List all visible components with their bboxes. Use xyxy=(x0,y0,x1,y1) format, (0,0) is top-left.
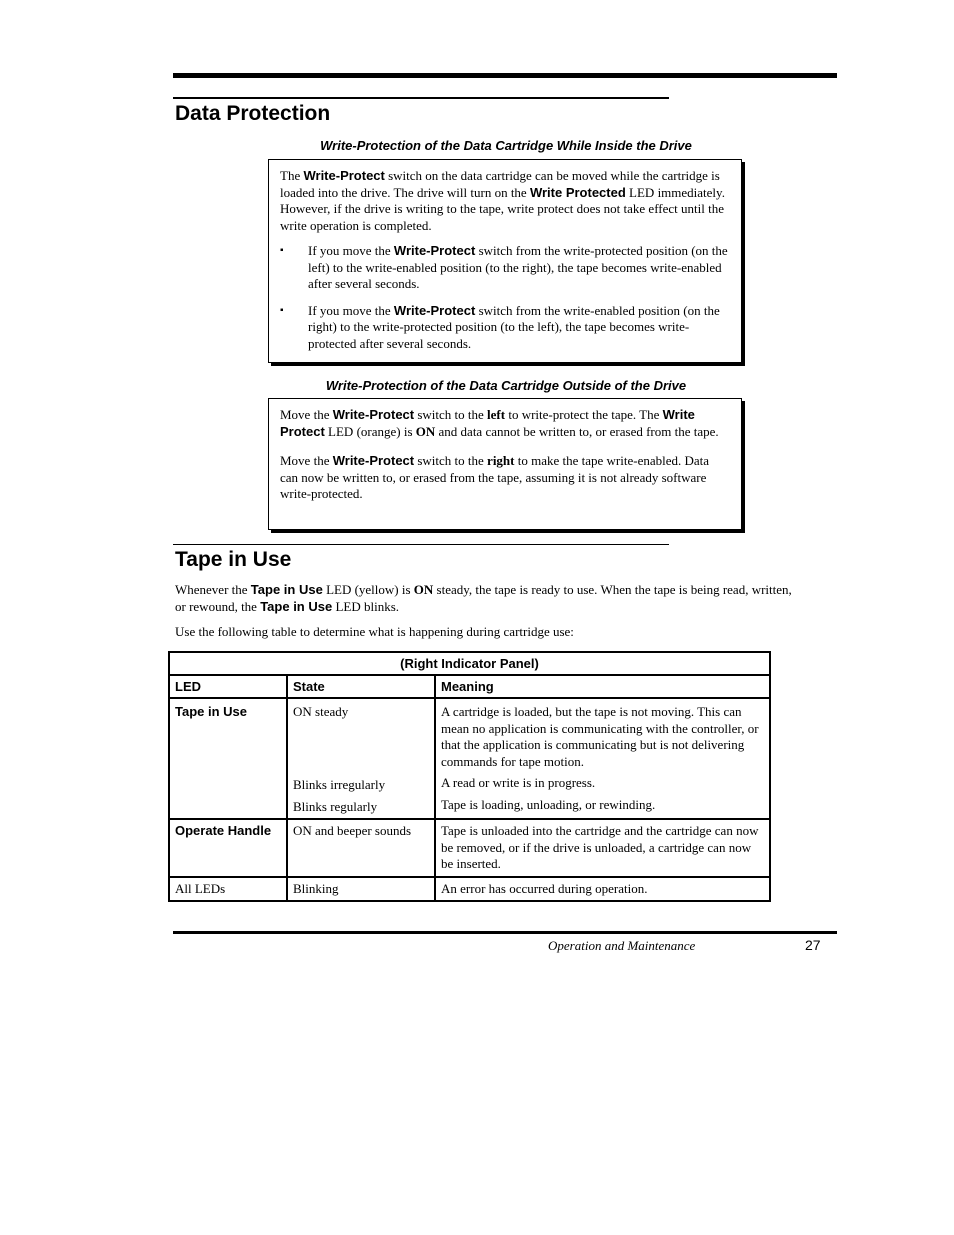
led-cell: All LEDs xyxy=(169,877,287,902)
table-row xyxy=(169,698,770,819)
subheading-outside-drive: Write-Protection of the Data Cartridge Outside of the Drive xyxy=(325,378,687,393)
meaning-cell: An error has occurred during operation. xyxy=(435,877,770,902)
table-row xyxy=(169,819,770,877)
section-rule xyxy=(173,97,669,99)
section-title-data-protection: Data Protection xyxy=(175,102,331,125)
bullet-icon: ▪ xyxy=(280,304,284,316)
meaning-cell: A cartridge is loaded, but the tape is not moving. This can mean no application is communicating with the controller, or that the application is communicating but is not delivering commands for tape motion. A read or write is in progress. Tape is loading, unloading, or rewinding. xyxy=(435,698,770,819)
footer-title: Operation and Maintenance xyxy=(548,938,696,953)
state-cell: Blinking xyxy=(287,877,435,902)
info-box-inside-drive xyxy=(268,159,742,363)
table-caption: (Right Indicator Panel) xyxy=(169,652,770,675)
state-cell: ON steady Blinks irregularly Blinks regularly xyxy=(287,698,435,819)
table-row xyxy=(169,877,770,902)
subheading-inside-drive: Write-Protection of the Data Cartridge While Inside the Drive xyxy=(320,138,692,153)
meaning-cell: Tape is unloaded into the cartridge and the cartridge can now be removed, or if the drive is unloaded, a cartridge can now be inserted. xyxy=(435,819,770,877)
section-title-tape-in-use: Tape in Use xyxy=(175,548,292,571)
column-header-led: LED xyxy=(169,675,287,698)
info-box-outside-drive xyxy=(268,398,742,530)
list-item: ▪ If you move the Write-Protect switch from the write-enabled position (on the right) to the write-protected position (to the left), the tape becomes write-protected after several seconds. xyxy=(280,302,720,351)
table-intro-paragraph: Use the following table to determine what is happening during cartridge use: xyxy=(175,624,574,639)
state-cell: ON and beeper sounds xyxy=(287,819,435,877)
page-number: 27 xyxy=(805,937,821,953)
led-status-table xyxy=(168,651,771,902)
column-header-state: State xyxy=(287,675,435,698)
box2-paragraph-right: Move the Write-Protect switch to the right to make the tape write-enabled. Data can now be written to, or erased from the tape, assuming it is not already software write-protected. xyxy=(280,453,710,501)
footer-rule xyxy=(173,931,837,934)
box2-paragraph-left: Move the Write-Protect switch to the left to write-protect the tape. The Write Protect LED (orange) is ON and data cannot be written to, or erased from the tape. xyxy=(280,407,719,439)
table-caption-row xyxy=(169,652,770,675)
bullet-icon: ▪ xyxy=(280,245,284,256)
column-header-meaning: Meaning xyxy=(435,675,770,698)
tape-in-use-paragraph: Whenever the Tape in Use LED (yellow) is ON steady, the tape is ready to use. When the tape is being read, written, or rewound, the Tape in Use LED blinks. xyxy=(175,582,792,614)
section-rule xyxy=(173,544,669,545)
box1-paragraph: The Write-Protect switch on the data cartridge can be moved while the cartridge is loaded into the drive. The drive will turn on the Write Protected LED immediately. However, if the drive is writing to the tape, write protect does not take effect until the write operation is completed. xyxy=(280,168,725,233)
led-cell: Tape in Use xyxy=(169,698,287,819)
led-cell: Operate Handle xyxy=(169,819,287,877)
table-header-row xyxy=(169,675,770,698)
list-item: ▪ If you move the Write-Protect switch from the write-protected position (on the left) to the write-enabled position (to the right), the tape becomes write-enabled after several seconds. xyxy=(280,243,728,291)
top-rule xyxy=(173,73,837,78)
